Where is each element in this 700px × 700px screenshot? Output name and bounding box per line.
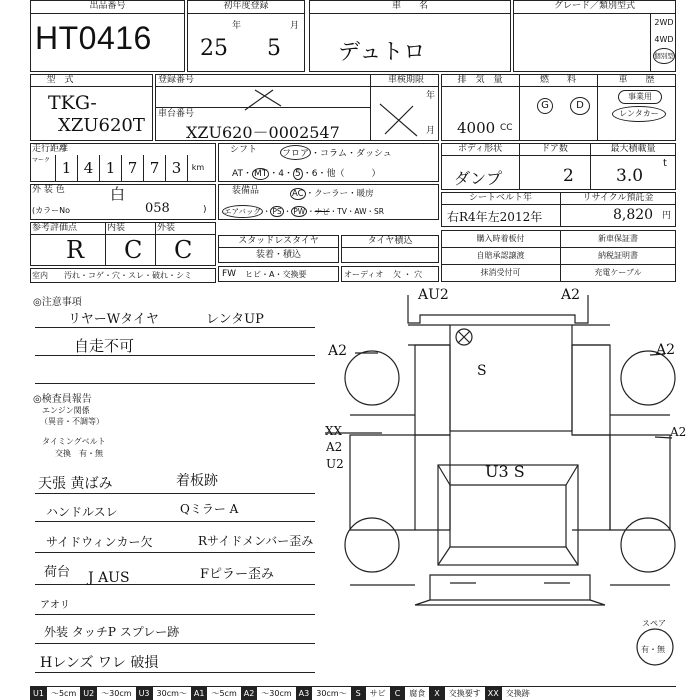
equip-cooler: クーラー <box>314 189 349 199</box>
shift-label: シフト <box>230 145 258 155</box>
mark-u3s: U3 S <box>485 462 525 481</box>
displacement-value: 4000 <box>457 119 496 137</box>
chassis-value: XZU620－0002547 <box>186 123 340 142</box>
doc-3: 抹消受付可 <box>480 268 521 277</box>
recycle-label: リサイクル預託金 <box>582 193 654 203</box>
first-reg-label: 初年度登録 <box>223 1 269 11</box>
shift-options-2: AT・ MT ・4・ 5 ・6・他（ ） <box>232 169 381 179</box>
inspector-line6a: 外装 タッチP スプレー跡 <box>44 625 180 639</box>
shift-options: フロア ・コラム・ダッシュ <box>280 145 392 160</box>
recycle-unit: 円 <box>662 211 672 221</box>
fuel-d: D <box>570 97 590 115</box>
doc-6: 充電ケーブル <box>594 268 642 277</box>
front-right-wheel <box>621 518 675 572</box>
strike-marks <box>155 74 439 141</box>
spare-value: 有・無 <box>641 645 665 654</box>
displacement-unit: CC <box>500 123 513 133</box>
doc-4: 新車保証書 <box>598 234 638 243</box>
shift-6: 6 <box>311 169 318 179</box>
equip-pw: PW <box>293 207 306 216</box>
shift-dash: ダッシュ <box>355 149 392 159</box>
inspector-line4a: 荷台 <box>44 565 71 580</box>
model-label: 型 式 <box>46 75 74 85</box>
equip-heater: 暖房 <box>356 189 374 199</box>
mark-xx: XX <box>325 424 343 438</box>
seatbelt-value: 右R4年左2012年 <box>447 210 543 224</box>
rear-left-wheel <box>345 351 399 405</box>
tire-label: タイヤ積込 <box>367 236 413 246</box>
fuel-label: 燃 料 <box>539 75 576 85</box>
lot-number: HT0416 <box>35 20 152 56</box>
chassis-label: 車台番号 <box>158 109 195 119</box>
equip-ps: PS <box>272 207 282 216</box>
mark-a2-left: A2 <box>328 343 348 359</box>
audio-label: オーディオ <box>344 270 384 279</box>
equip-label: 装備品 <box>232 186 260 196</box>
load-label: 最大積載量 <box>610 144 656 154</box>
notes-line2: 自走不可 <box>74 337 135 355</box>
load-value: 3.0 <box>616 166 644 186</box>
history-business: 事業用 <box>618 90 662 104</box>
history-rental: レンタカー <box>612 106 666 122</box>
stud-label: スタッドレスタイヤ <box>238 236 319 246</box>
engine-sub: （異音・不調等） <box>40 417 104 426</box>
audio-options: 欠 ・ 穴 <box>393 270 423 279</box>
shift-floor: フロア <box>280 145 311 160</box>
inspector-line3b: Rサイドメンバー歪み <box>198 534 314 548</box>
vehicle-name: デュトロ <box>338 40 426 65</box>
mark-a2-mid: A2 <box>326 440 343 454</box>
body-label: ボディ形状 <box>457 144 503 154</box>
notes-line1b: レンタUP <box>206 312 264 327</box>
room-options: 汚れ・コゲ・穴・スレ・破れ・シミ <box>64 271 192 280</box>
spare-label: スペア <box>642 619 666 628</box>
doors-label: ドア数 <box>541 144 568 154</box>
shift-at: AT <box>232 169 243 179</box>
body-value: ダンプ <box>454 169 503 188</box>
color-no-value: 058 <box>145 201 170 216</box>
inspector-line4c: J AUS <box>88 570 130 586</box>
year-unit: 年 <box>232 21 242 31</box>
inspector-line4b: Fピラー歪み <box>200 567 275 582</box>
mark-label: マーク <box>32 157 51 164</box>
first-reg-month: 5 <box>267 36 281 61</box>
shift-mt: MT <box>253 169 268 179</box>
score-label: 参考評価点 <box>32 223 78 233</box>
room-label: 室内 <box>32 271 48 280</box>
mileage-label: 走行距離 <box>32 144 69 154</box>
mark-a2-right: A2 <box>656 342 676 358</box>
color-no-label: (カラーNo <box>32 206 70 215</box>
mileage-digits: 1 4 1 7 7 3 km <box>55 155 208 181</box>
mark-au2: AU2 <box>418 287 449 303</box>
legend-bar: U1 ～5cm U2 ～30cm U3 30cm～ A1 ～5cm A2 ～30cm A3 30cm～ S サビ C 腐食 X 交換要す XX 交換跡 <box>30 686 676 700</box>
doors-value: 2 <box>563 166 574 186</box>
drive-other: 個別型 <box>654 52 674 60</box>
fw-options: ヒビ・A・交換要 <box>245 270 307 279</box>
rear-right-wheel <box>621 351 675 405</box>
seatbelt-label: シートベルト年 <box>468 193 532 203</box>
displacement-label: 排 気 量 <box>457 75 503 85</box>
interior-value: C <box>124 236 143 264</box>
shift-5: 5 <box>295 169 301 179</box>
exterior-value: C <box>174 236 193 264</box>
doc-1: 購入時着板付 <box>476 234 525 243</box>
engine-label: エンジン関係 <box>42 406 90 415</box>
mark-s-bed: S <box>477 363 487 379</box>
history-label: 車 歴 <box>618 75 655 85</box>
color-label: 外 装 色 <box>32 185 65 195</box>
inspector-line3a: サイドウィンカー欠 <box>46 535 153 549</box>
notes-label: ◎注意事項 <box>33 297 82 308</box>
vehicle-name-label: 車 名 <box>391 1 428 11</box>
inspector-line5a: アオリ <box>40 600 70 611</box>
fuel-g: G <box>537 98 553 114</box>
timing-options: 交換 有・無 <box>55 449 103 458</box>
equip-navi: ナビ <box>314 207 330 216</box>
equip-row2: エアバッグ ・ PS ・ PW ・ナビ・TV・AW・SR <box>224 207 384 216</box>
fw-label: FW <box>222 269 237 279</box>
doc-2: 自賠承認譲渡 <box>476 251 525 260</box>
doc-5: 納税証明書 <box>598 251 638 260</box>
inspector-line2a: ハンドルスレ <box>46 505 118 519</box>
drive-2wd: 2WD <box>654 18 674 27</box>
month-unit: 月 <box>290 21 300 31</box>
first-reg-year: 25 <box>200 36 228 61</box>
inspector-line7a: Hレンズ ワレ 破損 <box>40 655 159 671</box>
inspector-line1b: 着板跡 <box>176 473 218 489</box>
equip-aw: AW <box>354 207 367 216</box>
front-bumper <box>430 575 590 600</box>
lot-label: 出品番号 <box>89 1 126 11</box>
shift-4: 4 <box>278 169 284 179</box>
equip-row1: AC ・クーラー・暖房 <box>292 189 374 199</box>
inspector-line2b: Qミラー A <box>180 502 239 516</box>
shift-other: 他（ <box>326 169 345 179</box>
interior-label: 内装 <box>107 223 126 233</box>
inspector-label: ◎検査員報告 <box>33 394 92 405</box>
insp-year-unit: 年 <box>426 91 436 101</box>
color-value: 白 <box>110 185 126 203</box>
equip-airbag: エアバッグ <box>224 207 261 216</box>
equip-sr: SR <box>374 207 384 216</box>
load-unit: t <box>663 158 667 169</box>
inspection-label: 車検期限 <box>387 75 424 85</box>
notes-line1a: リヤーWタイヤ <box>68 312 159 327</box>
inspector-line1a: 天張 黄ばみ <box>38 476 113 492</box>
score-value: R <box>66 236 85 264</box>
stud-options: 装着・積込 <box>255 250 302 260</box>
insp-month-unit: 月 <box>426 126 436 136</box>
grade-label: グレード／類別型式 <box>553 1 635 11</box>
exterior-label: 外装 <box>157 223 176 233</box>
reg-no-label: 登録番号 <box>158 75 195 85</box>
timing-label: タイミングベルト <box>42 437 106 446</box>
mark-u2: U2 <box>326 457 344 471</box>
recycle-value: 8,820 <box>613 207 654 223</box>
model-value-2: XZU620T <box>58 115 145 136</box>
color-close: ) <box>203 205 207 215</box>
drive-4wd: 4WD <box>654 35 674 44</box>
equip-ac: AC <box>292 189 304 199</box>
front-left-wheel <box>345 518 399 572</box>
shift-column: コラム <box>320 149 347 159</box>
model-value-1: TKG- <box>48 92 97 114</box>
equip-tv: TV <box>337 207 347 216</box>
mark-a2-top: A2 <box>561 287 581 303</box>
mark-a2-right2: A2 <box>670 425 687 439</box>
